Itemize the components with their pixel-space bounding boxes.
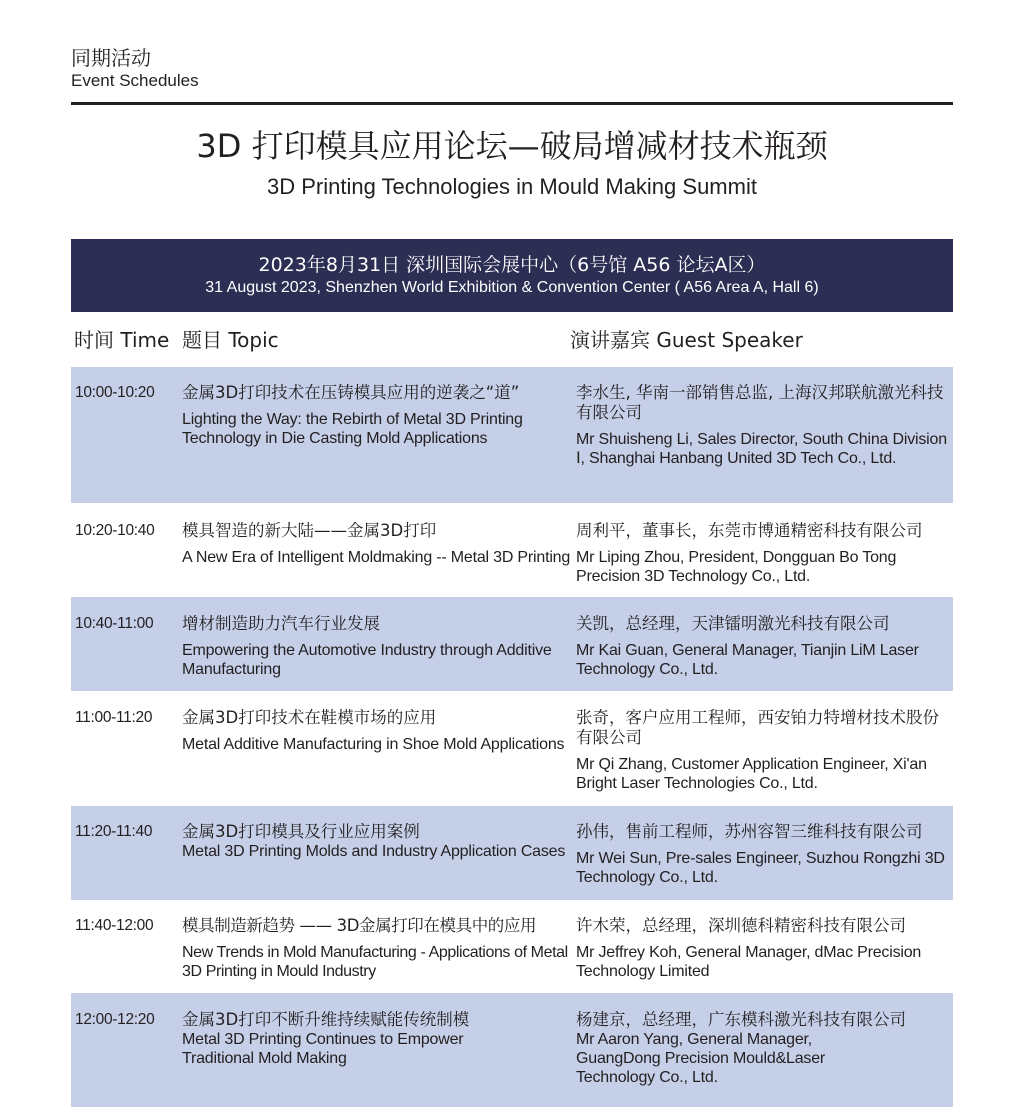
topic-en: Metal 3D Printing Continues to Empower Traditional Mold Making xyxy=(182,1031,464,1067)
speaker-en: Mr Wei Sun, Pre-sales Engineer, Suzhou Rongzhi 3D Technology Co., Ltd. xyxy=(576,850,945,886)
speaker-en: Mr Aaron Yang, General Manager, GuangDong Precision Mould&Laser Technology Co., Ltd. xyxy=(576,1031,826,1086)
speaker-cn: 李水生, 华南一部销售总监, 上海汉邦联航激光科技有限公司 xyxy=(576,383,944,422)
topic-cn: 金属3D打印技术在鞋模市场的应用 xyxy=(182,708,437,727)
section-heading xyxy=(71,46,199,92)
session-time: 10:00-10:20 xyxy=(75,384,155,401)
event-date-venue-en: 31 August 2023, Shenzhen World Exhibition & Convention Center ( A56 Area A, Hall 6) xyxy=(205,279,819,296)
session-topic xyxy=(182,708,572,754)
session-speaker xyxy=(576,521,948,586)
session-topic xyxy=(182,614,572,679)
topic-en: Metal Additive Manufacturing in Shoe Mold Applications xyxy=(182,736,565,753)
topic-en: New Trends in Mold Manufacturing - Applications of Metal 3D Printing in Mould Industry xyxy=(182,944,568,980)
schedule-row xyxy=(71,993,953,1107)
topic-cn: 金属3D打印模具及行业应用案例 xyxy=(182,822,420,841)
speaker-en: Mr Jeffrey Koh, General Manager, dMac Precision Technology Limited xyxy=(576,944,922,980)
session-topic xyxy=(182,1010,572,1068)
speaker-en: Mr Kai Guan, General Manager, Tianjin LiM Laser Technology Co., Ltd. xyxy=(576,642,919,678)
speaker-cn: 关凯，总经理，天津镭明激光科技有限公司 xyxy=(576,614,890,633)
page-title-cn: 3D 打印模具应用论坛—破局增减材技术瓶颈 xyxy=(196,127,828,165)
schedule-row xyxy=(71,503,953,597)
schedule-row xyxy=(71,367,953,503)
speaker-en: Mr Shuisheng Li, Sales Director, South China Division Ⅰ, Shanghai Hanbang United 3D Tech Co., Ltd. xyxy=(576,431,947,467)
session-speaker xyxy=(576,708,948,793)
topic-en: Lighting the Way: the Rebirth of Metal 3D Printing Technology in Die Casting Mold Applications xyxy=(182,411,523,447)
session-time: 11:00-11:20 xyxy=(75,709,153,726)
topic-cn: 模具制造新趋势 —— 3D金属打印在模具中的应用 xyxy=(182,916,537,935)
topic-cn: 金属3D打印不断升维持续赋能传统制模 xyxy=(182,1010,470,1029)
session-time: 10:40-11:00 xyxy=(75,615,154,632)
speaker-en: Mr Qi Zhang, Customer Application Engineer, Xi'an Bright Laser Technologies Co., Ltd. xyxy=(576,756,927,792)
session-time: 11:40-12:00 xyxy=(75,917,154,934)
speaker-cn: 孙伟，售前工程师，苏州容智三维科技有限公司 xyxy=(576,822,923,841)
session-topic xyxy=(182,916,574,981)
topic-en: Empowering the Automotive Industry through Additive Manufacturing xyxy=(182,642,552,678)
schedule-row xyxy=(71,597,953,691)
topic-en: Metal 3D Printing Molds and Industry Application Cases xyxy=(182,843,566,860)
session-speaker xyxy=(576,383,948,468)
session-time: 10:20-10:40 xyxy=(75,522,155,539)
column-header-topic: 题目 Topic xyxy=(182,328,279,352)
session-topic xyxy=(182,521,572,567)
section-title-en: Event Schedules xyxy=(71,71,199,90)
session-speaker xyxy=(576,614,948,679)
topic-cn: 金属3D打印技术在压铸模具应用的逆袭之“道” xyxy=(182,383,520,402)
session-time: 12:00-12:20 xyxy=(75,1011,155,1028)
topic-cn: 增材制造助力汽车行业发展 xyxy=(182,614,380,633)
header-divider xyxy=(71,102,953,105)
schedule-row xyxy=(71,900,953,993)
event-banner xyxy=(71,239,953,312)
speaker-cn: 杨建京，总经理，广东模科激光科技有限公司 xyxy=(576,1010,906,1029)
event-date-venue-cn: 2023年8月31日 深圳国际会展中心（6号馆 A56 论坛A区） xyxy=(258,254,766,276)
schedule-row xyxy=(71,691,953,806)
schedule-row xyxy=(71,806,953,900)
speaker-cn: 周利平，董事长，东莞市博通精密科技有限公司 xyxy=(576,521,923,540)
session-topic xyxy=(182,383,572,448)
section-title-cn: 同期活动 xyxy=(71,46,151,70)
session-speaker xyxy=(576,1010,948,1087)
speaker-en: Mr Liping Zhou, President, Dongguan Bo Tong Precision 3D Technology Co., Ltd. xyxy=(576,549,897,585)
session-speaker xyxy=(576,822,948,887)
session-speaker xyxy=(576,916,948,981)
topic-cn: 模具智造的新大陆——金属3D打印 xyxy=(182,521,437,540)
speaker-cn: 许木荣，总经理，深圳德科精密科技有限公司 xyxy=(576,916,906,935)
topic-en: A New Era of Intelligent Moldmaking -- Metal 3D Printing xyxy=(182,549,571,566)
speaker-cn: 张奇，客户应用工程师，西安铂力特增材技术股份有限公司 xyxy=(576,708,939,747)
page-title-en: 3D Printing Technologies in Mould Making Summit xyxy=(267,174,757,199)
session-topic xyxy=(182,822,572,861)
session-time: 11:20-11:40 xyxy=(75,823,153,840)
column-header-time: 时间 Time xyxy=(74,328,170,352)
column-header-speaker: 演讲嘉宾 Guest Speaker xyxy=(570,328,803,352)
